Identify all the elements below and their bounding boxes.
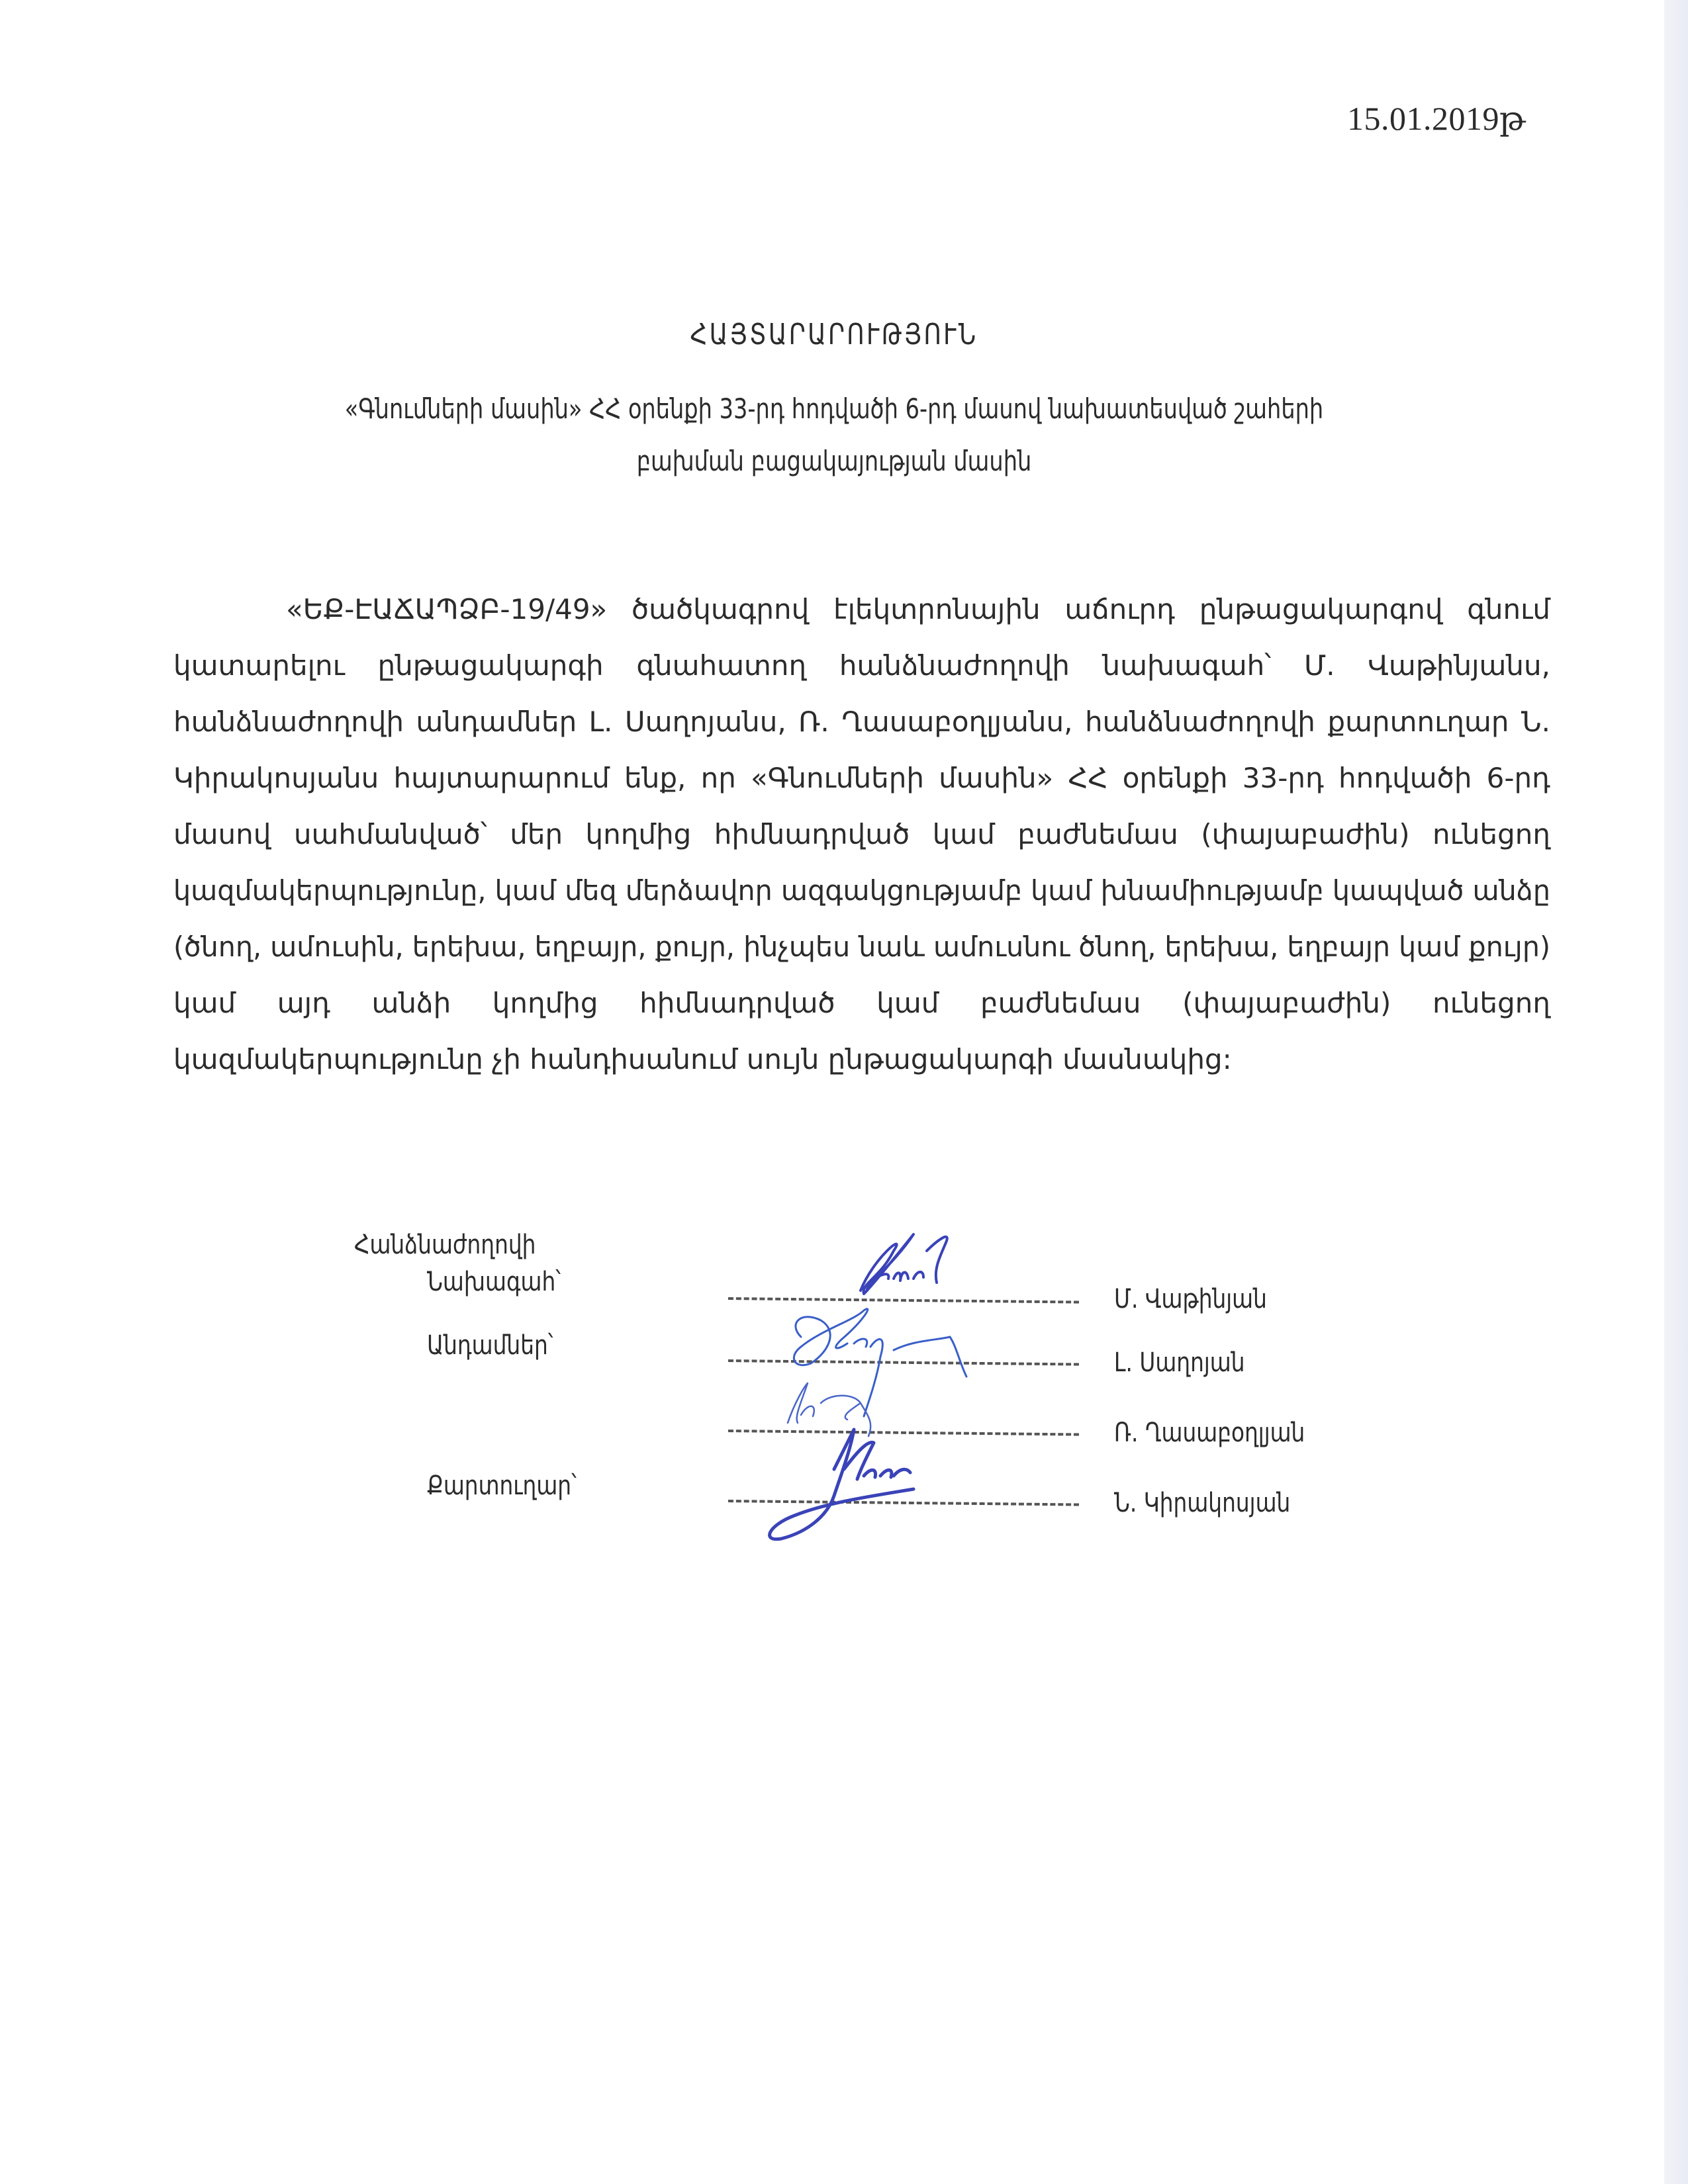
body-line: կազմակերպությունը չի հանդիսանում սույն ընթացակարգի մասնակից:	[173, 1043, 1232, 1075]
body-line: «ԵՔ-ԷԱՃԱՊՁԲ-19/49» ծածկագրով էլեկտրոնային աճուրդ ընթացակարգով գնում	[286, 593, 1550, 625]
document-subtitle-line-1: «Գնումների մասին» ՀՀ օրենքի 33-րդ հոդվածի 6-րդ մասով նախատեսված շահերի	[344, 392, 1324, 425]
body-line: (ծնող, ամուսին, երեխա, եղբայր, քույր, ինչպես նաև ամուսնու ծնող, երեխա, եղբայր կամ քույր)	[173, 931, 1550, 963]
signature-member-1	[794, 1309, 966, 1416]
body-line: հանձնաժողովի անդամներ Լ. Սաղոյանս, Ռ. Ղասաբօղլյանս, հանձնաժողովի քարտուղար Ն.	[173, 705, 1550, 738]
handwritten-signatures	[695, 1205, 1092, 1549]
scan-page-edge	[1664, 0, 1688, 2184]
signature-chair	[861, 1234, 947, 1294]
body-line: կամ այդ անձի կողմից հիմնադրված կամ բաժնեմաս (փայաբաժին) ունեցող	[173, 987, 1550, 1019]
signatory-name-member-2: Ռ. Ղասաբօղլյան	[1114, 1418, 1305, 1448]
body-line: կատարելու ընթացակարգի գնահատող հանձնաժողովի նախագահ՝ Մ. Վաթինյանս,	[173, 649, 1550, 682]
signature-secretary	[770, 1430, 914, 1539]
body-line: կազմակերպությունը, կամ մեզ մերձավոր ազգակցությամբ կամ խնամիությամբ կապված անձը	[173, 874, 1550, 907]
members-label: Անդամներ՝	[427, 1330, 553, 1361]
document-date: 15.01.2019թ	[1347, 100, 1526, 137]
document-subtitle-line-2: բախման բացակայության մասին	[636, 445, 1032, 477]
body-line: մասով սահմանված՝ մեր կողմից հիմնադրված կամ բաժնեմաս (փայաբաժին) ունեցող	[173, 818, 1550, 850]
signature-member-2	[788, 1383, 870, 1436]
signatory-name-secretary: Ն. Կիրակոսյան	[1114, 1488, 1291, 1518]
signatory-name-member-1: Լ. Սաղոյան	[1114, 1347, 1245, 1378]
chair-label-line-2: Նախագահ՝	[427, 1267, 561, 1297]
chair-label-line-1: Հանձնաժողովի	[354, 1230, 536, 1260]
document-title: ՀԱՅՏԱՐԱՐՈՒԹՅՈՒՆ	[690, 318, 978, 351]
declaration-body	[173, 581, 1550, 1087]
secretary-label: Քարտուղար՝	[427, 1471, 577, 1501]
body-line: Կիրակոսյանս հայտարարում ենք, որ «Գնումների մասին» ՀՀ օրենքի 33-րդ հոդվածի 6-րդ	[173, 762, 1550, 794]
signatory-name-chair: Մ. Վաթինյան	[1114, 1284, 1267, 1314]
